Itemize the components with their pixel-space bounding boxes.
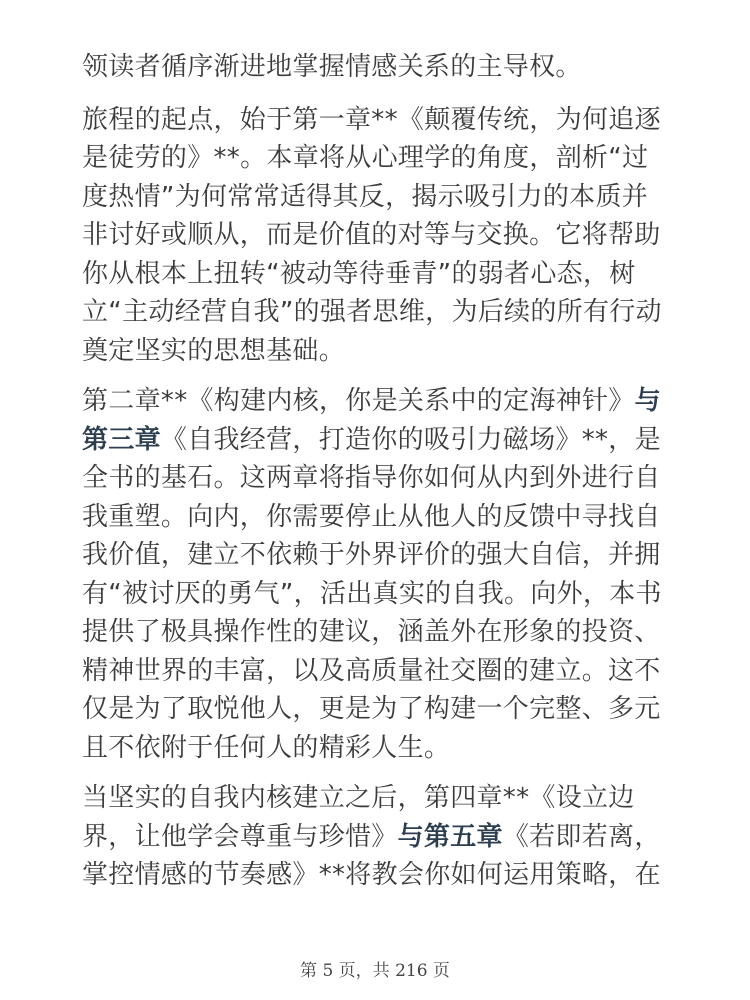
paragraph-3-bold-text: 与第三章 xyxy=(82,386,661,455)
paragraph-4-text-a: 当坚实的自我内核建立之后，第四章**《设立边界，让他学会尊重与珍惜》 xyxy=(82,783,635,852)
paragraph-3-text-b: 《自我经营，打造你的吸引力磁场》**，是全书的基石。这两章将指导你如何从内到外进行自我重塑。向内，你需要停止从他人的反馈中寻找自我价值，建立不依赖于外界评价的强大自信，并拥有“被讨厌的勇气”，活出真实的自我。向外，本书提供了极具操作性的建议，涵盖外在形象的投资、精神世界的丰富，以及高质量社交圈的建立。这不仅是为了取悦他人，更是为了构建一个完整、多元且不依附于任何人的精彩人生。 xyxy=(82,424,662,763)
paragraph-1 xyxy=(82,48,674,87)
paragraph-4 xyxy=(82,779,674,895)
paragraph-2-text: 旅程的起点，始于第一章**《颠覆传统，为何追逐是徒劳的》**。本章将从心理学的角度，剖析“过度热情”为何常常适得其反，揭示吸引力的本质并非讨好或顺从，而是价值的对等与交换。它将帮助你从根本上扭转“被动等待垂青”的弱者心态，树立“主动经营自我”的强者思维，为后续的所有行动奠定坚实的思想基础。 xyxy=(82,104,662,366)
paragraph-3 xyxy=(82,382,674,767)
paragraph-2 xyxy=(82,101,674,371)
paragraph-3-text-a: 第二章**《构建内核，你是关系中的定海神针》 xyxy=(82,386,635,416)
body-text xyxy=(82,48,674,907)
paragraph-1-text: 领读者循序渐进地掌握情感关系的主导权。 xyxy=(82,52,582,82)
paragraph-4-text-b: 《若即若离，掌控情感的节奏感》**将教会你如何运用策略，在 xyxy=(82,821,661,890)
paragraph-4-bold-text: 与第五章 xyxy=(397,821,503,852)
page-number: 第 5 页，共 216 页 xyxy=(300,961,450,981)
